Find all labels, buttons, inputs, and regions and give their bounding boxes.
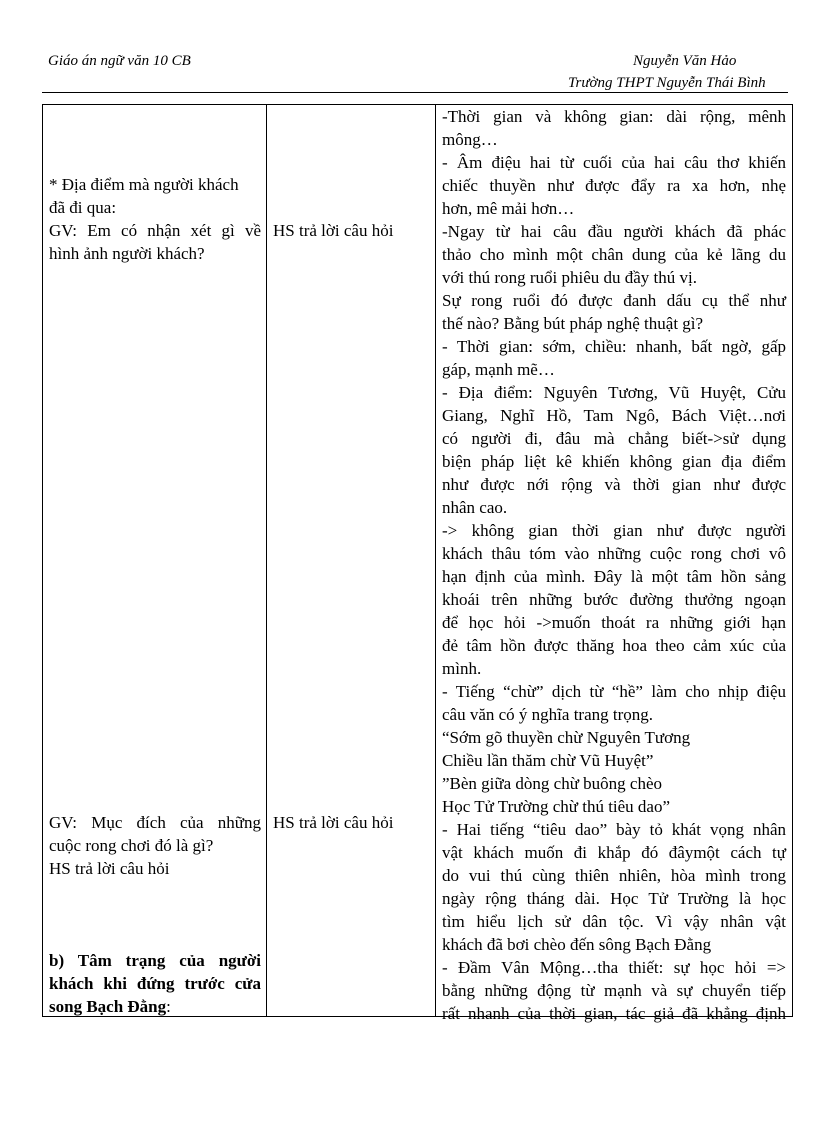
teacher-activity-cell (43, 105, 267, 1017)
content-line: -> không gian thời gian như được người (442, 521, 786, 540)
header-school: Trường THPT Nguyễn Thái Bình (568, 75, 766, 91)
content-line: -Thời gian và không gian: dài rộng, mênh (442, 107, 786, 126)
student-answer-2: HS trả lời câu hỏi (273, 813, 394, 832)
content-line: khoái trên những bước đường thưởng ngoạn (442, 590, 786, 609)
content-line: ”Bèn giữa dòng chừ buông chèo (442, 774, 663, 793)
header-left-title: Giáo án ngữ văn 10 CB (48, 53, 191, 69)
content-line: với thú rong ruổi phiêu du đầy thú vị. (442, 268, 697, 287)
content-line: - Hai tiếng “tiêu dao” bày tỏ khát vọng nhân (442, 820, 786, 839)
text-line: GV: Em có nhận xét gì về (49, 221, 261, 240)
content-line: rất nhanh của thời gian, tác giả đã khẳng định (442, 1004, 786, 1023)
content-line: khách đã bơi chèo đến sông Bạch Đằng (442, 935, 712, 954)
header-author: Nguyễn Văn Hảo (633, 53, 737, 69)
section-heading-b (49, 949, 261, 1018)
content-line: Học Tử Trường chừ thú tiêu dao” (442, 797, 671, 816)
content-line: -Ngay từ hai câu đầu người khách đã phác (442, 222, 786, 241)
content-line: “Sớm gõ thuyền chừ Nguyên Tương (442, 728, 691, 747)
content-line: gáp, mạnh mẽ… (442, 360, 555, 379)
header-rule (42, 92, 788, 93)
content-line: - Âm điệu hai từ cuối của hai câu thơ khiến (442, 153, 786, 172)
text-line: HS trả lời câu hỏi (49, 859, 170, 878)
text-line: * Địa điểm mà người khách (49, 175, 239, 194)
content-line: hơn, mê mải hơn… (442, 199, 575, 218)
text-line (49, 995, 261, 1018)
content-text (442, 105, 786, 1025)
question-block-1 (49, 173, 261, 265)
heading-colon: : (166, 997, 171, 1016)
content-line: có người đi, đâu mà chẳng biết->sử dụng (442, 429, 786, 448)
content-line: câu văn có ý nghĩa trang trọng. (442, 705, 654, 724)
content-line: Sự rong ruổi đó được đanh dấu cụ thể như (442, 291, 786, 310)
student-activity-cell (267, 105, 436, 1017)
content-line: mông… (442, 130, 498, 149)
content-line: vật khách muốn đi khắp đó đâymột cách tự (442, 843, 786, 862)
content-line: nhân cao. (442, 498, 508, 517)
content-line: như được nới rộng và thời gian như được (442, 475, 786, 494)
content-line: - Địa điểm: Nguyên Tương, Vũ Huyệt, Cửu (442, 383, 786, 402)
text-line: hình ảnh người khách? (49, 244, 205, 263)
text-line: đã đi qua: (49, 198, 117, 217)
content-line: khách thâu tóm vào những cuộc rong chơi vô (442, 544, 786, 563)
content-line: Chiều lần thăm chừ Vũ Huyệt” (442, 751, 654, 770)
content-line: biện pháp liệt kê khiến không gian địa điểm (442, 452, 786, 471)
content-line: do vui thú cùng thiên nhiên, hòa mình trong (442, 866, 786, 885)
content-line: để học hỏi ->muốn thoát ra những giới hạn (442, 613, 786, 632)
table-row (43, 105, 793, 1017)
text-line: cuộc rong chơi đó là gì? (49, 836, 214, 855)
content-line: thế nào? Bằng bút pháp nghệ thuật gì? (442, 314, 704, 333)
question-block-2 (49, 811, 261, 880)
content-line: - Đầm Vân Mộng…tha thiết: sự học hỏi => (442, 958, 786, 977)
content-line: - Tiếng “chừ” dịch từ “hề” làm cho nhịp điệu (442, 682, 786, 701)
text-line: b) Tâm trạng của người (49, 951, 261, 970)
text-line: khách khi đứng trước cửa (49, 974, 261, 993)
content-line: chiếc thuyền như được đẩy ra xa hơn, nhẹ (442, 176, 786, 195)
student-answer-1: HS trả lời câu hỏi (273, 221, 394, 240)
content-line: hạn định của mình. Đây là một tâm hồn sảng (442, 567, 786, 586)
content-line: tìm hiểu lịch sử dân tộc. Vì vậy nhân vật (442, 912, 786, 931)
text-line: GV: Mục đích của những (49, 813, 261, 832)
content-line: thảo cho mình một chân dung của kẻ lãng du (442, 245, 786, 264)
content-line: mình. (442, 659, 482, 678)
content-cell (436, 105, 793, 1023)
lesson-table (42, 104, 793, 1023)
content-line: ngày rộng tháng dài. Học Tử Trường là học (442, 889, 786, 908)
content-line: - Thời gian: sớm, chiều: nhanh, bất ngờ, gấp (442, 337, 786, 356)
content-line: bằng những động từ mạnh và sự chuyển tiếp (442, 981, 786, 1000)
content-line: đẻ tâm hồn được thăng hoa theo cảm xúc của (442, 636, 786, 655)
heading-text: song Bạch Đằng (49, 997, 167, 1016)
content-line: Giang, Nghĩ Hồ, Tam Ngô, Bách Việt…nơi (442, 406, 786, 425)
